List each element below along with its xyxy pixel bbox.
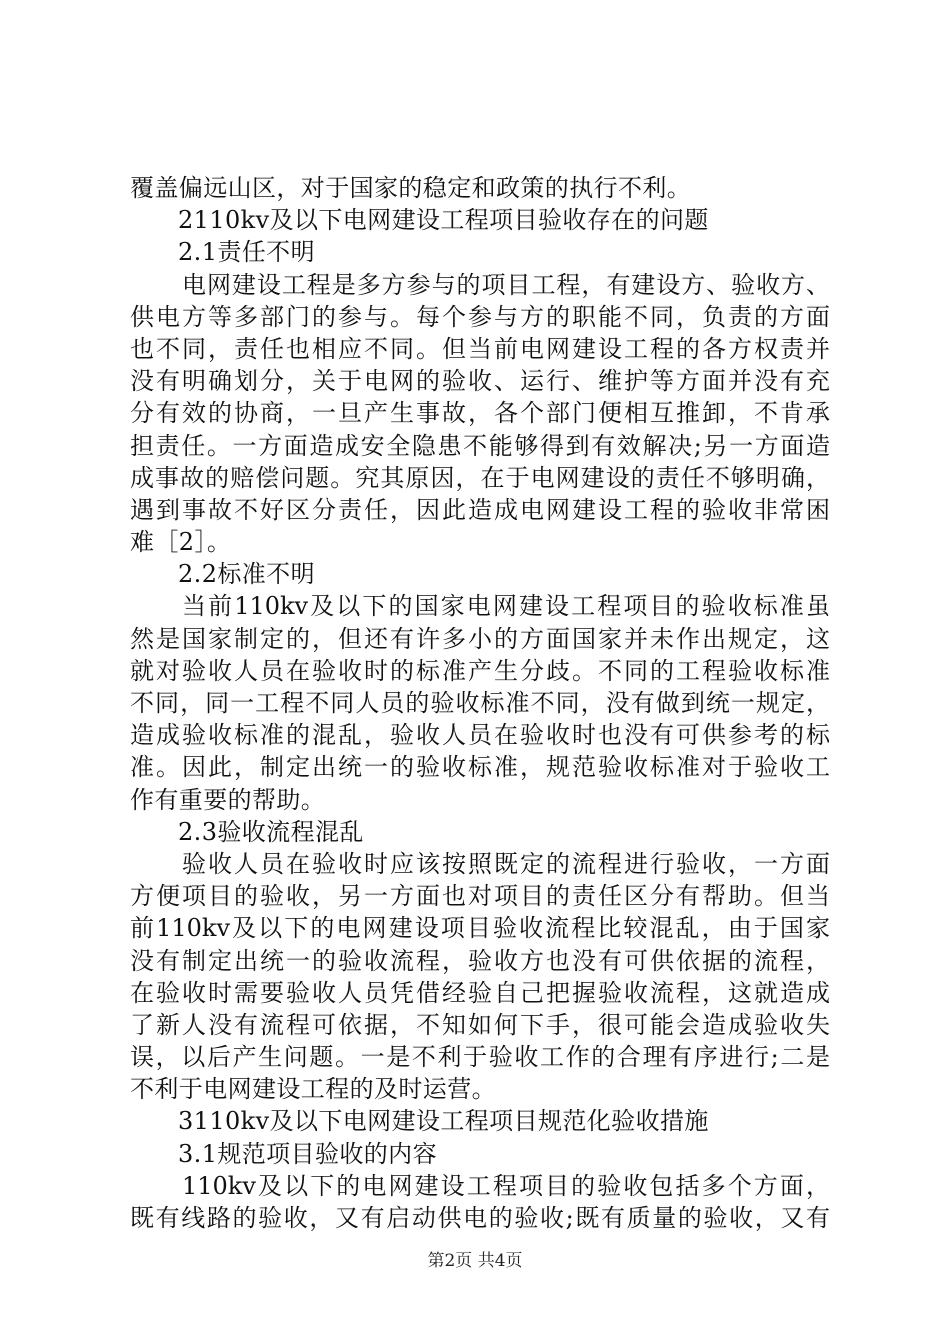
text-line: 造成验收标准的混乱，验收人员在验收时也没有可供参考的标 [130, 721, 830, 750]
text-line: 供电方等多部门的参与。每个参与方的职能不同，负责的方面 [130, 302, 830, 331]
text-line: 前110kv及以下的电网建设项目验收流程比较混乱，由于国家 [130, 914, 830, 943]
section-heading: 2110kv及以下电网建设工程项目验收存在的问题 [178, 206, 709, 235]
text-line: 误，以后产生问题。一是不利于验收工作的合理有序进行;二是 [130, 1043, 830, 1072]
section-heading: 3110kv及以下电网建设工程项目规范化验收措施 [178, 1107, 709, 1136]
text-line: 难［2］。 [130, 528, 232, 557]
page-footer: 第2页 共4页 [427, 1251, 523, 1271]
text-line: 不同，同一工程不同人员的验收标准不同，没有做到统一规定， [130, 689, 830, 717]
text-line: 准。因此，制定出统一的验收标准，规范验收标准对于验收工 [130, 753, 830, 782]
section-heading: 2.3验收流程混乱 [178, 817, 364, 846]
text-line: 遇到事故不好区分责任，因此造成电网建设工程的验收非常困 [130, 495, 830, 524]
text-lines [130, 172, 830, 1234]
text-line: 方便项目的验收，另一方面也对项目的责任区分有帮助。但当 [130, 882, 830, 911]
text-line: 就对验收人员在验收时的标准产生分歧。不同的工程验收标准 [130, 656, 830, 685]
section-heading: 2.2标准不明 [178, 560, 315, 589]
text-line: 担责任。一方面造成安全隐患不能够得到有效解决;另一方面造 [130, 431, 830, 460]
text-line: 验收人员在验收时应该按照既定的流程进行验收，一方面 [182, 849, 830, 878]
text-line: 没有制定出统一的验收流程，验收方也没有可供依据的流程， [130, 946, 830, 975]
section-heading: 2.1责任不明 [178, 238, 315, 267]
text-line: 110kv及以下的电网建设工程项目的验收包括多个方面， [182, 1171, 830, 1200]
text-line: 不利于电网建设工程的及时运营。 [130, 1075, 496, 1104]
text-line: 电网建设工程是多方参与的项目工程，有建设方、验收方、 [182, 270, 830, 299]
text-line: 当前110kv及以下的国家电网建设工程项目的验收标准虽 [182, 592, 830, 621]
text-line: 既有线路的验收，又有启动供电的验收;既有质量的验收，又有 [130, 1204, 830, 1232]
text-line: 也不同，责任也相应不同。但当前电网建设工程的各方权责并 [130, 334, 830, 363]
text-line: 在验收时需要验收人员凭借经验自己把握验收流程，这就造成 [130, 978, 830, 1007]
text-line: 覆盖偏远山区，对于国家的稳定和政策的执行不利。 [130, 174, 692, 202]
text-line: 然是国家制定的，但还有许多小的方面国家并未作出规定，这 [130, 624, 830, 653]
document-body [130, 172, 830, 1234]
text-line: 成事故的赔偿问题。究其原因，在于电网建设的责任不够明确， [130, 463, 830, 492]
text-line: 分有效的协商，一旦产生事故，各个部门便相互推卸，不肯承 [130, 399, 830, 428]
section-heading: 3.1规范项目验收的内容 [178, 1139, 437, 1168]
text-line: 作有重要的帮助。 [130, 785, 326, 814]
text-line: 了新人没有流程可依据，不知如何下手，很可能会造成验收失 [130, 1010, 830, 1039]
text-line: 没有明确划分，关于电网的验收、运行、维护等方面并没有充 [130, 367, 830, 396]
